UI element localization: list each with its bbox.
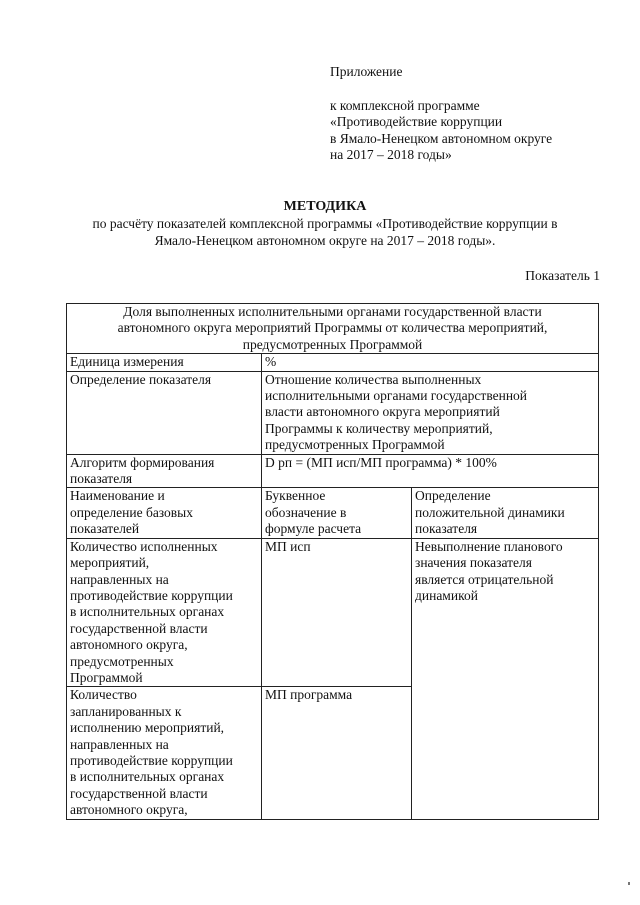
header-line: автономного округа мероприятий Программы от количества мероприятий, xyxy=(117,320,548,336)
row-name-line: предусмотренных xyxy=(70,653,174,669)
col-header-line: формуле расчета xyxy=(265,521,362,537)
row-dynamics-cell xyxy=(412,538,599,819)
row-name-line: противодействие коррупции xyxy=(70,587,233,603)
definition-value xyxy=(262,371,599,454)
row-dynamics-line: значения показателя xyxy=(415,555,532,571)
definition-label: Определение показателя xyxy=(67,371,262,454)
algorithm-label-line: показателя xyxy=(70,471,133,487)
appendix-line: к комплексной программе xyxy=(330,97,480,113)
algorithm-label-line: Алгоритм формирования xyxy=(70,454,215,470)
definition-line: Программы к количеству мероприятий, xyxy=(265,420,493,436)
row-name-line: мероприятий, xyxy=(70,555,150,571)
col-header-symbol xyxy=(262,488,412,538)
col-header-line: положительной динамики xyxy=(415,504,565,520)
scan-speck xyxy=(628,882,630,885)
algorithm-formula: D рп = (МП исп/МП программа) * 100% xyxy=(262,454,599,488)
definition-line: исполнительными органами государственной xyxy=(265,388,528,404)
appendix-line: «Противодействие коррупции xyxy=(330,114,503,130)
col-header-name xyxy=(67,488,262,538)
appendix-block xyxy=(330,64,620,164)
row-dynamics-line: является отрицательной xyxy=(415,571,554,587)
header-line: Доля выполненных исполнительными органами государственной власти xyxy=(123,304,542,319)
row-name-line: противодействие коррупции xyxy=(70,752,233,768)
row-name-line: направленных на xyxy=(70,736,169,752)
appendix-label: Приложение xyxy=(330,64,403,79)
col-header-line: определение базовых xyxy=(70,504,194,520)
subtitle-line: Ямало-Ненецком автономном округе на 2017 – 2018 годы». xyxy=(154,232,496,248)
appendix-line: на 2017 – 2018 годы» xyxy=(330,147,452,163)
col-header-line: Определение xyxy=(415,488,491,504)
unit-value: % xyxy=(262,354,599,371)
definition-line: власти автономного округа мероприятий xyxy=(265,404,500,420)
row-name-line: запланированных к xyxy=(70,703,182,719)
appendix-line: в Ямало-Ненецком автономном округе xyxy=(330,130,553,146)
row-name-line: государственной власти xyxy=(70,785,208,801)
table-header-row xyxy=(67,304,599,354)
subtitle-line: по расчёту показателей комплексной программы «Противодействие коррупции в xyxy=(92,216,558,231)
row-name-line: Количество xyxy=(70,687,137,703)
document-title: МЕТОДИКА xyxy=(283,199,367,214)
methodology-table xyxy=(66,303,599,820)
col-header-line: обозначение в xyxy=(265,504,347,520)
algorithm-label xyxy=(67,454,262,488)
indicator-number: Показатель 1 xyxy=(525,268,600,283)
col-header-line: показателя xyxy=(415,521,478,537)
row-name-line: Программой xyxy=(70,669,143,685)
table-row-algorithm xyxy=(67,454,599,488)
definition-line: предусмотренных Программой xyxy=(265,437,445,453)
row-name-line: автономного округа, xyxy=(70,802,188,818)
row-symbol-cell: МП программа xyxy=(262,687,412,819)
row-name-cell xyxy=(67,538,262,687)
row-symbol-cell: МП исп xyxy=(262,538,412,687)
table-row xyxy=(67,538,599,687)
col-header-line: Буквенное xyxy=(265,488,326,504)
row-name-line: в исполнительных органах xyxy=(70,769,225,785)
col-header-dynamics xyxy=(412,488,599,538)
row-name-line: в исполнительных органах xyxy=(70,604,225,620)
table-header-cell xyxy=(67,304,599,354)
col-header-line: Наименование и xyxy=(70,488,165,504)
row-name-line: Количество исполненных xyxy=(70,538,218,554)
row-name-line: направленных на xyxy=(70,571,169,587)
document-subtitle xyxy=(40,216,610,249)
row-name-line: государственной власти xyxy=(70,620,208,636)
table-row-unit xyxy=(67,354,599,371)
unit-label: Единица измерения xyxy=(67,354,262,371)
row-name-line: исполнению мероприятий, xyxy=(70,720,225,736)
row-name-cell xyxy=(67,687,262,819)
col-header-line: показателей xyxy=(70,521,140,537)
row-dynamics-line: Невыполнение планового xyxy=(415,538,563,554)
row-dynamics-line: динамикой xyxy=(415,587,478,603)
row-name-line: автономного округа, xyxy=(70,637,188,653)
table-row-column-headers xyxy=(67,488,599,538)
definition-line: Отношение количества выполненных xyxy=(265,371,482,387)
table-row-definition xyxy=(67,371,599,454)
header-line: предусмотренных Программой xyxy=(242,336,423,352)
